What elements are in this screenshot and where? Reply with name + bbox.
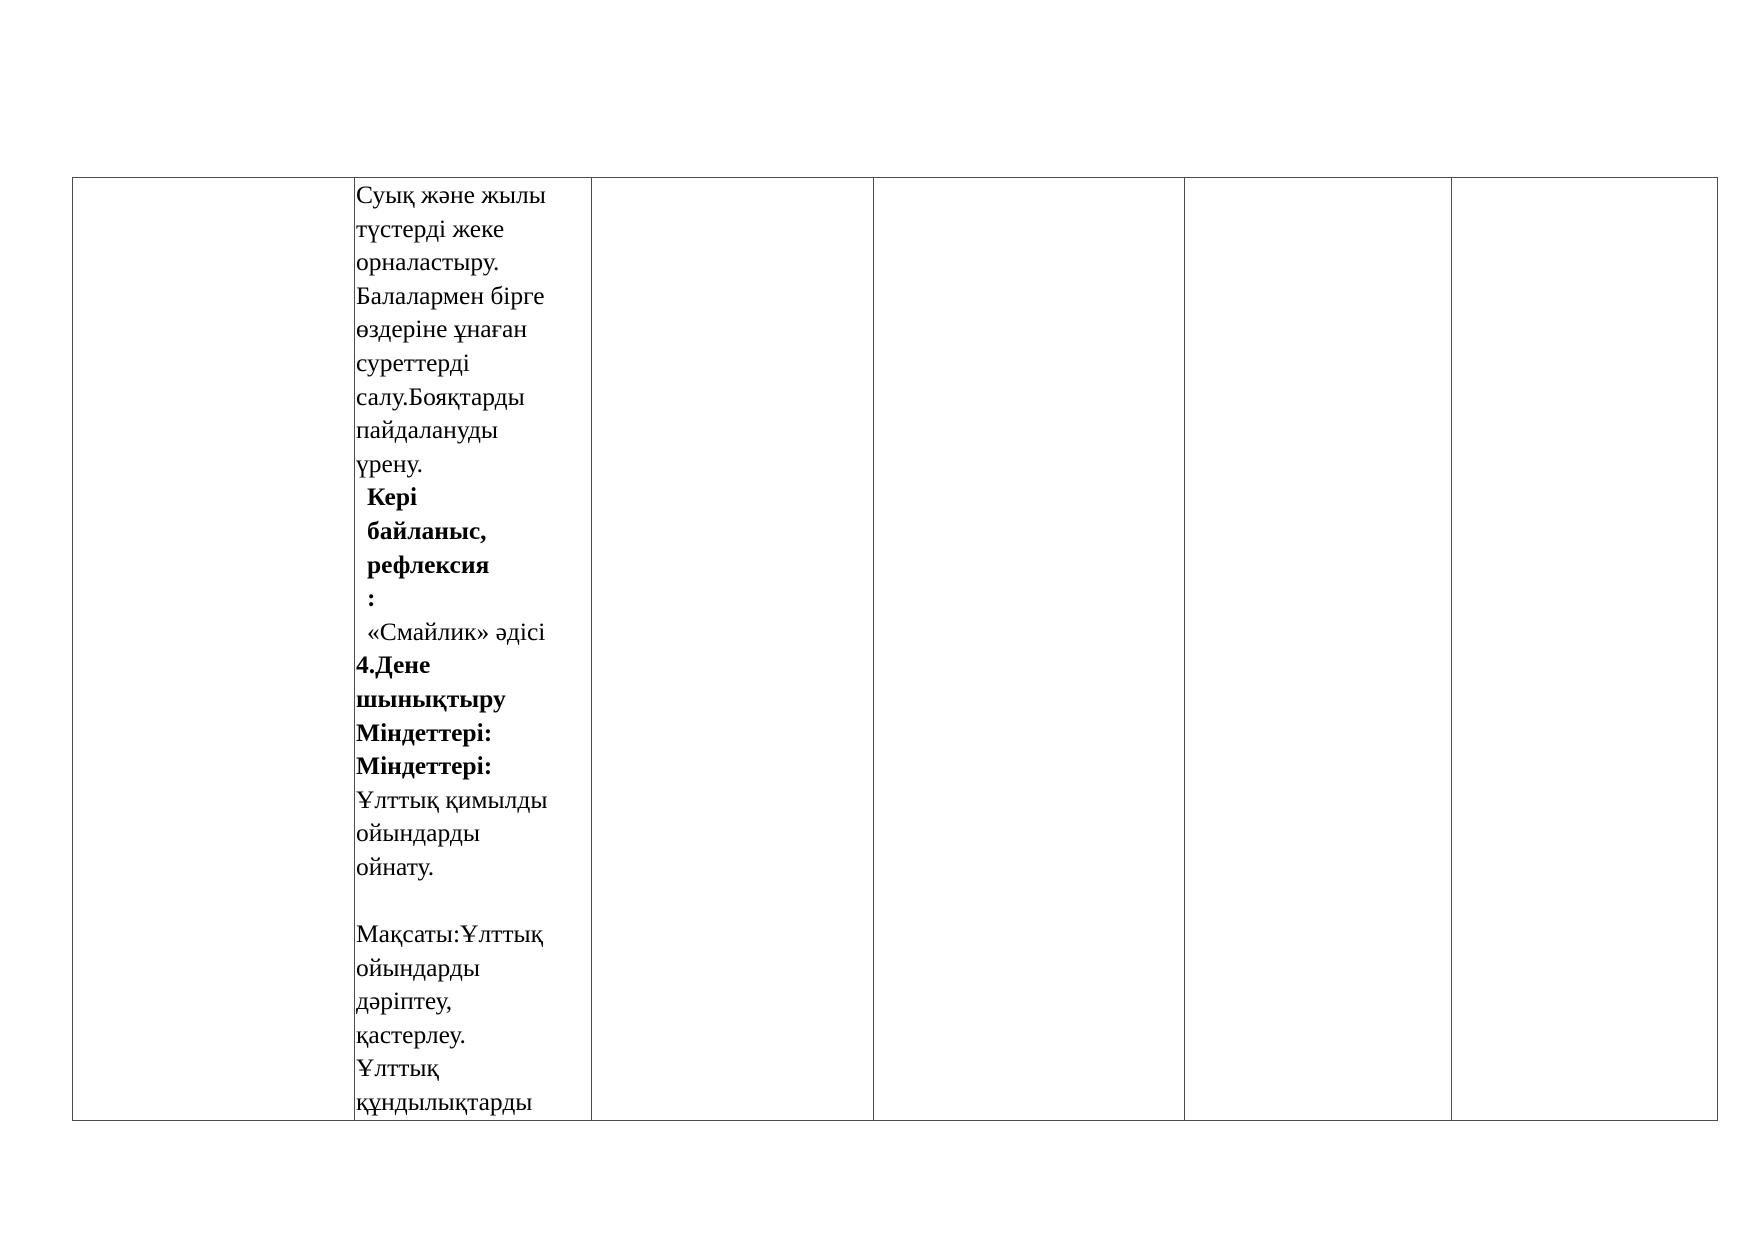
method-line: «Смайлик» әдісі — [367, 616, 546, 646]
text-line: ойындарды — [356, 818, 480, 848]
table-row — [73, 178, 1718, 1121]
text-line: қастерлеу. — [356, 1019, 466, 1049]
text-line: түстерді жеке — [356, 213, 505, 243]
tasks-heading-line: Міндеттері: — [356, 751, 493, 781]
text-line: салу.Бояқтарды — [356, 381, 525, 411]
feedback-heading-line: : — [367, 583, 376, 613]
feedback-heading-line: Кері — [367, 482, 418, 512]
section-heading-line: 4.Дене — [356, 650, 431, 680]
text-line: Балалармен бірге — [356, 280, 545, 310]
text-line: Мақсаты:Ұлттық — [356, 919, 543, 949]
text-line: пайдалануды — [356, 415, 499, 445]
text-line: орналастыру. — [356, 247, 500, 277]
text-line: Ұлттық қимылды — [356, 784, 548, 814]
text-line: ойнату. — [356, 851, 435, 881]
table-cell-2 — [355, 178, 592, 1121]
text-line: дәріптеу, — [356, 986, 453, 1016]
table-cell-6 — [1452, 178, 1718, 1121]
text-line: ойындарды — [356, 952, 480, 982]
blank-line — [356, 883, 591, 917]
table-cell-1 — [73, 178, 355, 1121]
text-line: үрену. — [356, 448, 424, 478]
table-cell-5 — [1185, 178, 1452, 1121]
feedback-heading-line: рефлексия — [367, 549, 490, 579]
text-line: суреттерді — [356, 347, 470, 377]
text-line: құндылықтарды — [356, 1087, 533, 1117]
text-line: Ұлттық — [356, 1053, 439, 1083]
text-line: Суық және жылы — [356, 180, 546, 209]
section-heading-line: шынықтыру — [356, 683, 506, 713]
text-line: өздеріне ұнаған — [356, 314, 527, 344]
cell-text-block — [355, 178, 591, 1119]
table-cell-4 — [874, 178, 1185, 1121]
tasks-heading-line: Міндеттері: — [356, 717, 493, 747]
feedback-heading-line: байланыс, — [367, 515, 487, 545]
table-cell-3 — [592, 178, 874, 1121]
content-table — [72, 177, 1718, 1121]
